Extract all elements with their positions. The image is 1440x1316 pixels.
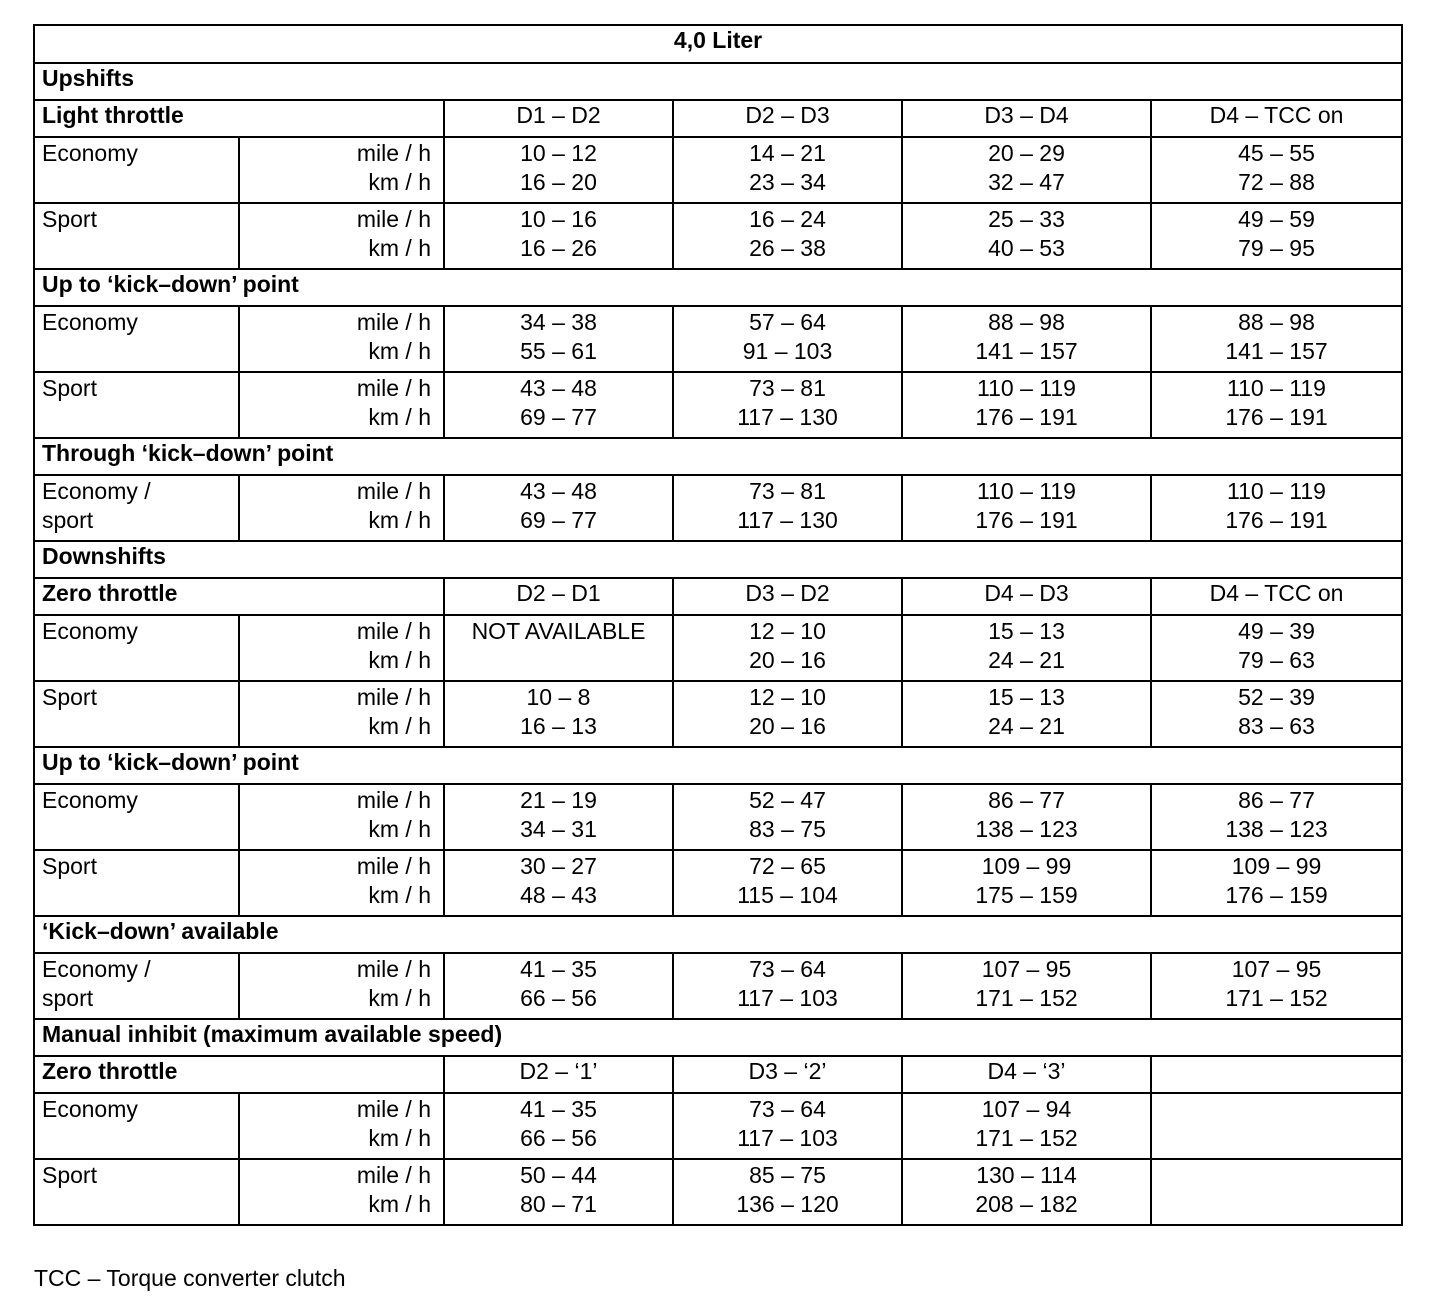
mile-value: 110 – 119 bbox=[1227, 478, 1326, 504]
km-value: 24 – 21 bbox=[988, 712, 1065, 739]
value-cell bbox=[673, 475, 902, 541]
mile-value: 12 – 10 bbox=[749, 618, 826, 644]
table-row bbox=[34, 475, 1402, 541]
unit-km-label: km / h bbox=[368, 1124, 431, 1151]
km-value: 69 – 77 bbox=[520, 403, 597, 430]
unit-cell bbox=[239, 475, 444, 541]
km-value: 171 – 152 bbox=[1225, 984, 1328, 1011]
km-value: 79 – 63 bbox=[1238, 646, 1315, 673]
group-label-row bbox=[34, 1056, 1402, 1093]
gear-header bbox=[1151, 1056, 1402, 1093]
km-value: 32 – 47 bbox=[988, 168, 1065, 195]
value-cell bbox=[673, 203, 902, 269]
mode-cell bbox=[34, 681, 239, 747]
gear-header: D2 – ‘1’ bbox=[444, 1056, 673, 1093]
unit-cell bbox=[239, 372, 444, 438]
unit-mile-label: mile / h bbox=[356, 684, 431, 710]
value-cell bbox=[1151, 306, 1402, 372]
section-heading: Upshifts bbox=[34, 63, 1402, 100]
unit-cell bbox=[239, 953, 444, 1019]
km-value: 141 – 157 bbox=[1225, 337, 1328, 364]
unit-km-label: km / h bbox=[368, 337, 431, 364]
gear-header: D2 – D3 bbox=[673, 100, 902, 137]
group-label: Zero throttle bbox=[34, 1056, 444, 1093]
mile-value: 41 – 35 bbox=[520, 956, 597, 982]
section-heading-row bbox=[34, 1019, 1402, 1056]
mile-value: 25 – 33 bbox=[988, 206, 1065, 232]
unit-cell bbox=[239, 681, 444, 747]
value-cell bbox=[444, 615, 673, 681]
value-cell bbox=[902, 1093, 1151, 1159]
mile-value: 107 – 94 bbox=[981, 1096, 1072, 1122]
mode-label: Economy bbox=[42, 140, 138, 166]
mode-cell bbox=[34, 1093, 239, 1159]
mile-value: 88 – 98 bbox=[1238, 309, 1315, 335]
unit-cell bbox=[239, 203, 444, 269]
unit-cell bbox=[239, 306, 444, 372]
value-cell bbox=[902, 953, 1151, 1019]
unit-mile-label: mile / h bbox=[356, 853, 431, 879]
mile-value: 72 – 65 bbox=[749, 853, 826, 879]
unit-mile-label: mile / h bbox=[356, 309, 431, 335]
mile-value: 12 – 10 bbox=[749, 684, 826, 710]
mode-cell bbox=[34, 137, 239, 203]
mile-value: 130 – 114 bbox=[976, 1162, 1077, 1188]
table-row bbox=[34, 850, 1402, 916]
mile-value: 86 – 77 bbox=[1238, 787, 1315, 813]
mile-value: 109 – 99 bbox=[981, 853, 1072, 879]
value-cell bbox=[902, 203, 1151, 269]
mile-value: 34 – 38 bbox=[520, 309, 597, 335]
group-label-row bbox=[34, 578, 1402, 615]
mile-value: 73 – 81 bbox=[749, 478, 826, 504]
table-row bbox=[34, 1093, 1402, 1159]
mile-value: 50 – 44 bbox=[520, 1162, 597, 1188]
gear-header: D3 – ‘2’ bbox=[673, 1056, 902, 1093]
gear-header: D2 – D1 bbox=[444, 578, 673, 615]
value-cell bbox=[1151, 953, 1402, 1019]
mile-value: 43 – 48 bbox=[520, 478, 597, 504]
gear-header: D4 – D3 bbox=[902, 578, 1151, 615]
value-cell bbox=[902, 372, 1151, 438]
value-cell bbox=[902, 784, 1151, 850]
unit-mile-label: mile / h bbox=[356, 618, 431, 644]
table-row bbox=[34, 1159, 1402, 1225]
unit-mile-label: mile / h bbox=[356, 375, 431, 401]
mile-value: 88 – 98 bbox=[988, 309, 1065, 335]
value-cell bbox=[444, 306, 673, 372]
km-value: 69 – 77 bbox=[520, 506, 597, 533]
table-row bbox=[34, 681, 1402, 747]
value-cell bbox=[444, 372, 673, 438]
km-value: 91 – 103 bbox=[742, 337, 833, 364]
value-cell bbox=[902, 850, 1151, 916]
mile-value: 20 – 29 bbox=[988, 140, 1065, 166]
group-label: Light throttle bbox=[34, 100, 444, 137]
mode-cell bbox=[34, 953, 239, 1019]
section-heading-row bbox=[34, 63, 1402, 100]
km-value: 141 – 157 bbox=[975, 337, 1078, 364]
mile-value: 107 – 95 bbox=[981, 956, 1072, 982]
unit-km-label: km / h bbox=[368, 881, 431, 908]
value-cell bbox=[444, 475, 673, 541]
unit-mile-label: mile / h bbox=[356, 1162, 431, 1188]
unit-mile-label: mile / h bbox=[356, 478, 431, 504]
km-value: 208 – 182 bbox=[975, 1190, 1078, 1217]
unit-cell bbox=[239, 850, 444, 916]
table-body bbox=[34, 25, 1402, 1225]
mile-value: 15 – 13 bbox=[988, 618, 1065, 644]
km-value: 16 – 20 bbox=[520, 168, 597, 195]
mode-label: Economy / bbox=[42, 956, 151, 982]
mode-cell bbox=[34, 203, 239, 269]
mile-value: 73 – 81 bbox=[749, 375, 826, 401]
group-label: Up to ‘kick–down’ point bbox=[34, 269, 1402, 306]
group-label-row bbox=[34, 438, 1402, 475]
value-cell bbox=[673, 850, 902, 916]
value-cell bbox=[444, 953, 673, 1019]
mode-label: Economy bbox=[42, 787, 138, 813]
mile-value: 109 – 99 bbox=[1231, 853, 1322, 879]
mode-cell bbox=[34, 372, 239, 438]
unit-mile-label: mile / h bbox=[356, 956, 431, 982]
mile-value: 45 – 55 bbox=[1238, 140, 1315, 166]
km-value: 117 – 130 bbox=[737, 506, 838, 533]
footnote: TCC – Torque converter clutch bbox=[34, 1265, 346, 1291]
value-cell bbox=[902, 475, 1151, 541]
gear-header: D4 – TCC on bbox=[1151, 100, 1402, 137]
value-cell bbox=[1151, 681, 1402, 747]
mile-value: 30 – 27 bbox=[520, 853, 597, 879]
km-value: 20 – 16 bbox=[749, 646, 826, 673]
km-value: 24 – 21 bbox=[988, 646, 1065, 673]
mile-value: 73 – 64 bbox=[749, 956, 826, 982]
unit-cell bbox=[239, 784, 444, 850]
unit-cell bbox=[239, 137, 444, 203]
value-cell bbox=[1151, 850, 1402, 916]
km-value: 26 – 38 bbox=[749, 234, 826, 261]
mode-label: Sport bbox=[42, 206, 97, 232]
section-heading: Downshifts bbox=[34, 541, 1402, 578]
mode-label: sport bbox=[42, 506, 94, 533]
unit-km-label: km / h bbox=[368, 815, 431, 842]
km-value: 16 – 26 bbox=[520, 234, 597, 261]
km-value: 138 – 123 bbox=[1225, 815, 1328, 842]
unit-mile-label: mile / h bbox=[356, 1096, 431, 1122]
value-cell bbox=[673, 1159, 902, 1225]
mile-value: 41 – 35 bbox=[520, 1096, 597, 1122]
value-cell bbox=[673, 681, 902, 747]
unit-km-label: km / h bbox=[368, 646, 431, 673]
km-value: 176 – 159 bbox=[1225, 881, 1328, 908]
km-value: 55 – 61 bbox=[520, 337, 597, 364]
value-cell bbox=[673, 615, 902, 681]
shift-speed-table bbox=[33, 24, 1403, 1226]
value-cell bbox=[673, 137, 902, 203]
mode-label: Economy bbox=[42, 309, 138, 335]
km-value: 80 – 71 bbox=[520, 1190, 597, 1217]
value-cell bbox=[444, 1093, 673, 1159]
title-row bbox=[34, 25, 1402, 63]
km-value: 83 – 75 bbox=[749, 815, 826, 842]
value-cell bbox=[902, 1159, 1151, 1225]
value-cell bbox=[673, 306, 902, 372]
mile-value: 57 – 64 bbox=[749, 309, 826, 335]
value-cell bbox=[1151, 475, 1402, 541]
table-row bbox=[34, 615, 1402, 681]
km-value: 171 – 152 bbox=[975, 984, 1078, 1011]
mile-value: 110 – 119 bbox=[977, 478, 1076, 504]
gear-header: D3 – D2 bbox=[673, 578, 902, 615]
mile-value: 49 – 39 bbox=[1238, 618, 1315, 644]
unit-km-label: km / h bbox=[368, 234, 431, 261]
value-cell bbox=[444, 850, 673, 916]
km-value: 79 – 95 bbox=[1238, 234, 1315, 261]
value-cell bbox=[902, 615, 1151, 681]
value-cell bbox=[444, 1159, 673, 1225]
mile-value: 16 – 24 bbox=[749, 206, 826, 232]
mode-cell bbox=[34, 615, 239, 681]
group-label-row bbox=[34, 100, 1402, 137]
mode-label: Economy / bbox=[42, 478, 151, 504]
mile-value: 86 – 77 bbox=[988, 787, 1065, 813]
value-cell bbox=[1151, 1159, 1402, 1225]
value-cell bbox=[902, 306, 1151, 372]
group-label: ‘Kick–down’ available bbox=[34, 916, 1402, 953]
mode-label: Sport bbox=[42, 684, 97, 710]
unit-mile-label: mile / h bbox=[356, 140, 431, 166]
group-label: Zero throttle bbox=[34, 578, 444, 615]
value-cell bbox=[444, 681, 673, 747]
value-cell bbox=[902, 681, 1151, 747]
km-value: 115 – 104 bbox=[737, 881, 838, 908]
value-cell bbox=[673, 1093, 902, 1159]
mode-cell bbox=[34, 850, 239, 916]
km-value: 34 – 31 bbox=[520, 815, 597, 842]
group-label: Up to ‘kick–down’ point bbox=[34, 747, 1402, 784]
table-row bbox=[34, 137, 1402, 203]
value-cell bbox=[1151, 372, 1402, 438]
mile-value: 73 – 64 bbox=[749, 1096, 826, 1122]
value-cell bbox=[1151, 203, 1402, 269]
km-value: 117 – 103 bbox=[737, 984, 838, 1011]
mile-value: 49 – 59 bbox=[1238, 206, 1315, 232]
km-value: 117 – 103 bbox=[737, 1124, 838, 1151]
mile-value: 14 – 21 bbox=[749, 140, 826, 166]
unit-mile-label: mile / h bbox=[356, 787, 431, 813]
table-row bbox=[34, 953, 1402, 1019]
table-row bbox=[34, 372, 1402, 438]
mile-value: 107 – 95 bbox=[1231, 956, 1322, 982]
section-heading-row bbox=[34, 541, 1402, 578]
mode-cell bbox=[34, 306, 239, 372]
mode-label: Economy bbox=[42, 1096, 138, 1122]
km-value: 48 – 43 bbox=[520, 881, 597, 908]
unit-km-label: km / h bbox=[368, 403, 431, 430]
km-value: 23 – 34 bbox=[749, 168, 826, 195]
km-value: 176 – 191 bbox=[1225, 403, 1328, 430]
group-label-row bbox=[34, 269, 1402, 306]
mile-value: 10 – 16 bbox=[520, 206, 597, 232]
group-label-row bbox=[34, 747, 1402, 784]
km-value: 66 – 56 bbox=[520, 1124, 597, 1151]
unit-km-label: km / h bbox=[368, 168, 431, 195]
value-cell bbox=[673, 784, 902, 850]
section-heading: Manual inhibit (maximum available speed) bbox=[34, 1019, 1402, 1056]
km-value: 176 – 191 bbox=[975, 403, 1078, 430]
mode-label: Sport bbox=[42, 1162, 97, 1188]
mile-value: 10 – 8 bbox=[526, 684, 591, 710]
group-label: Through ‘kick–down’ point bbox=[34, 438, 1402, 475]
mode-cell bbox=[34, 1159, 239, 1225]
unit-km-label: km / h bbox=[368, 984, 431, 1011]
km-value: 176 – 191 bbox=[975, 506, 1078, 533]
table-row bbox=[34, 306, 1402, 372]
table-title: 4,0 Liter bbox=[34, 25, 1402, 63]
km-value: 176 – 191 bbox=[1225, 506, 1328, 533]
mile-value: NOT AVAILABLE bbox=[471, 618, 646, 644]
mode-cell bbox=[34, 475, 239, 541]
value-cell bbox=[673, 953, 902, 1019]
mile-value: 15 – 13 bbox=[988, 684, 1065, 710]
mode-cell bbox=[34, 784, 239, 850]
mile-value: 52 – 39 bbox=[1238, 684, 1315, 710]
km-value: 117 – 130 bbox=[737, 403, 838, 430]
unit-km-label: km / h bbox=[368, 506, 431, 533]
value-cell bbox=[1151, 137, 1402, 203]
unit-km-label: km / h bbox=[368, 712, 431, 739]
km-value: 16 – 13 bbox=[520, 712, 597, 739]
gear-header: D1 – D2 bbox=[444, 100, 673, 137]
mile-value: 52 – 47 bbox=[749, 787, 826, 813]
mile-value: 21 – 19 bbox=[520, 787, 597, 813]
mode-label: sport bbox=[42, 984, 94, 1011]
unit-km-label: km / h bbox=[368, 1190, 431, 1217]
mode-label: Economy bbox=[42, 618, 138, 644]
value-cell bbox=[1151, 1093, 1402, 1159]
mile-value: 43 – 48 bbox=[520, 375, 597, 401]
gear-header: D3 – D4 bbox=[902, 100, 1151, 137]
km-value: 66 – 56 bbox=[520, 984, 597, 1011]
group-label-row bbox=[34, 916, 1402, 953]
km-value: 138 – 123 bbox=[975, 815, 1078, 842]
km-value: 136 – 120 bbox=[736, 1190, 839, 1217]
value-cell bbox=[444, 137, 673, 203]
value-cell bbox=[1151, 615, 1402, 681]
gear-header: D4 – ‘3’ bbox=[902, 1056, 1151, 1093]
km-value: 40 – 53 bbox=[988, 234, 1065, 261]
gear-header: D4 – TCC on bbox=[1151, 578, 1402, 615]
unit-cell bbox=[239, 1159, 444, 1225]
value-cell bbox=[1151, 784, 1402, 850]
km-value: 20 – 16 bbox=[749, 712, 826, 739]
mile-value: 85 – 75 bbox=[749, 1162, 826, 1188]
mode-label: Sport bbox=[42, 375, 97, 401]
unit-mile-label: mile / h bbox=[356, 206, 431, 232]
mile-value: 110 – 119 bbox=[977, 375, 1076, 401]
unit-cell bbox=[239, 615, 444, 681]
value-cell bbox=[444, 203, 673, 269]
table-row bbox=[34, 784, 1402, 850]
table-row bbox=[34, 203, 1402, 269]
mile-value: 10 – 12 bbox=[520, 140, 597, 166]
mode-label: Sport bbox=[42, 853, 97, 879]
value-cell bbox=[444, 784, 673, 850]
km-value: 171 – 152 bbox=[975, 1124, 1078, 1151]
value-cell bbox=[902, 137, 1151, 203]
value-cell bbox=[673, 372, 902, 438]
unit-cell bbox=[239, 1093, 444, 1159]
mile-value: 110 – 119 bbox=[1227, 375, 1326, 401]
km-value: 83 – 63 bbox=[1238, 712, 1315, 739]
km-value: 175 – 159 bbox=[975, 881, 1078, 908]
km-value: 72 – 88 bbox=[1238, 168, 1315, 195]
